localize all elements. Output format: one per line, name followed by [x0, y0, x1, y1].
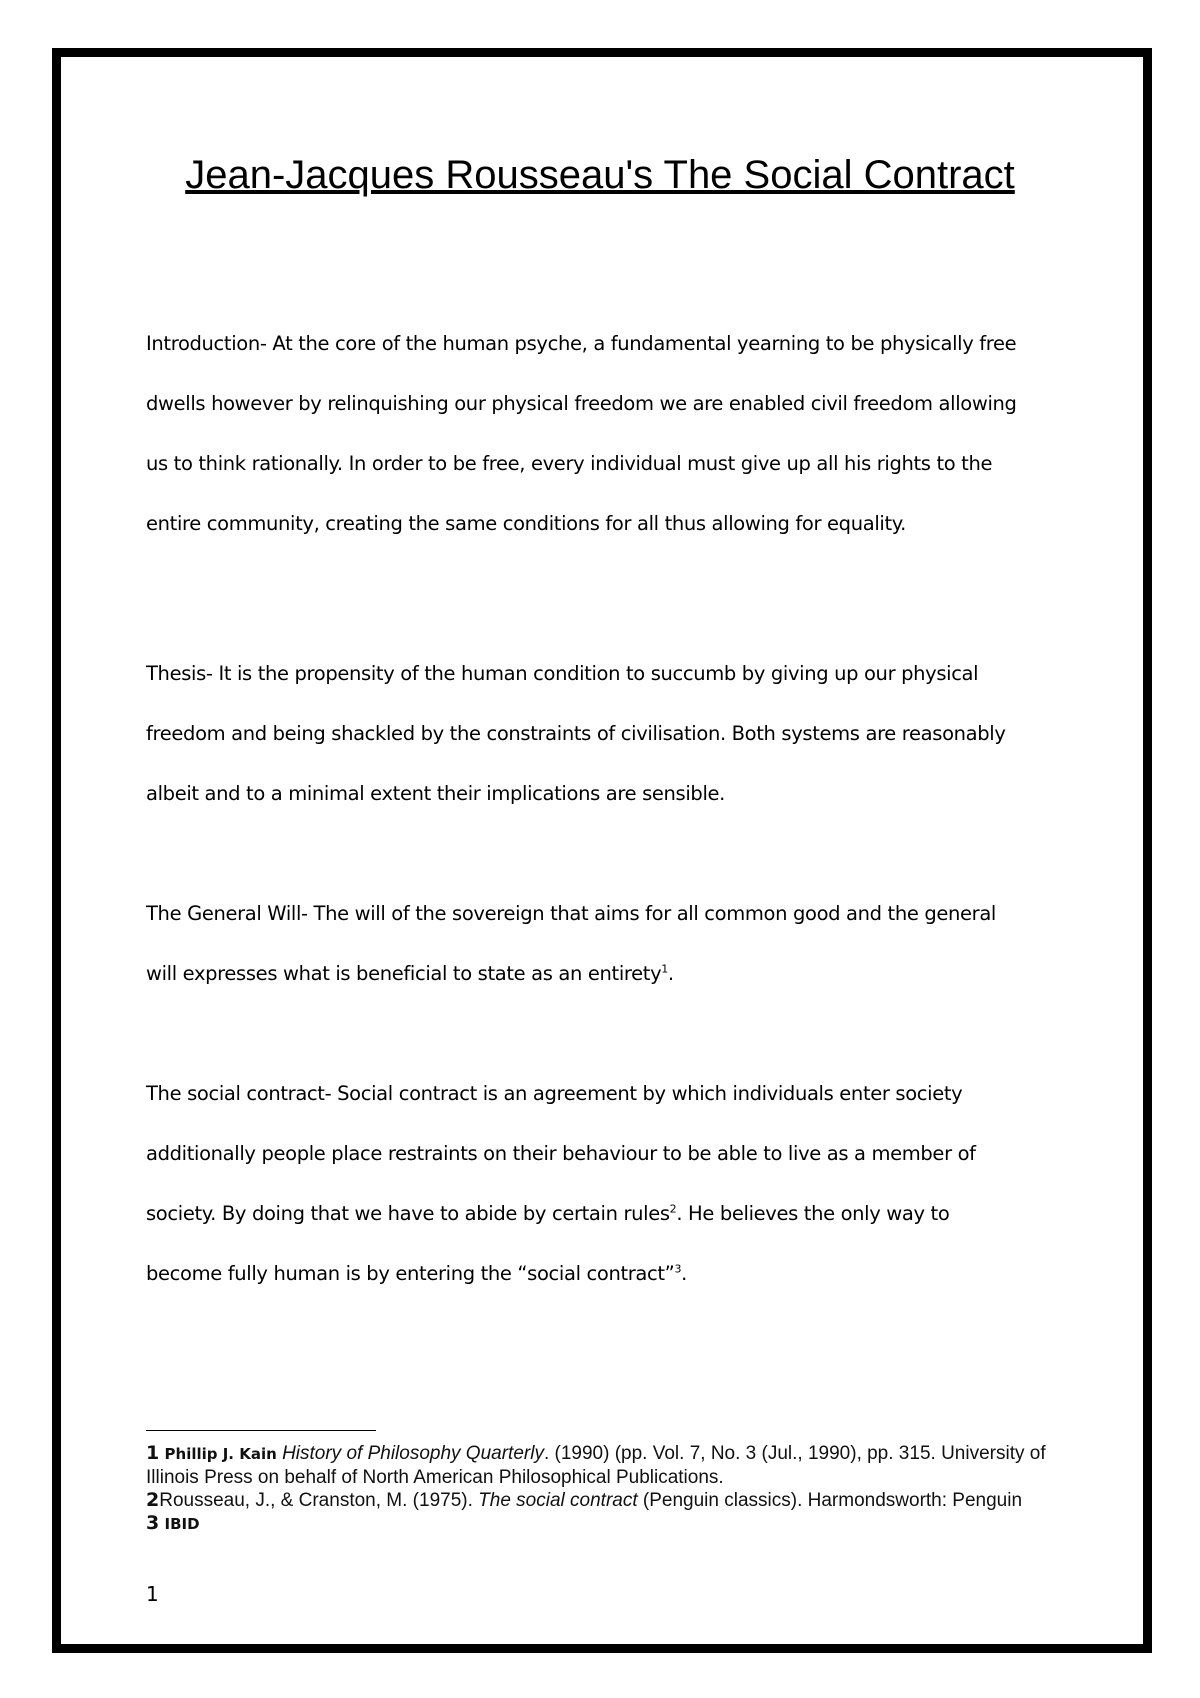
footnote-ref-2[interactable]: 2 [669, 1202, 677, 1216]
footnote-3 [146, 1512, 1076, 1536]
text-line: Thesis- It is the propensity of the human condition to succumb by giving up our physical [146, 662, 979, 685]
footnote-book-title: The social contract [478, 1490, 638, 1511]
text-span: . He believes the only way to [676, 1202, 950, 1225]
footnote-text: Rousseau, J., & Cranston, M. (1975). [159, 1490, 479, 1511]
text-span: become fully human is by entering the “social contract” [146, 1262, 675, 1285]
text-span: . [667, 962, 674, 985]
page-number: 1 [146, 1582, 159, 1606]
text-line: albeit and to a minimal extent their implications are sensible. [146, 782, 726, 805]
document-title: Jean-Jacques Rousseau's The Social Contract [185, 153, 1015, 197]
footnote-separator [146, 1430, 376, 1431]
text-line: freedom and being shackled by the constraints of civilisation. Both systems are reasonably [146, 722, 1006, 745]
footnote-text: IBID [164, 1515, 200, 1533]
footnote-author: Phillip J. Kain [164, 1445, 277, 1463]
footnote-1 [146, 1442, 1076, 1489]
footnote-number: 3 [146, 1512, 160, 1534]
text-line: dwells however by relinquishing our physical freedom we are enabled civil freedom allowing [146, 392, 1017, 415]
footnote-text: . (1990) (pp. Vol. 7, No. 3 (Jul., 1990), pp. 315. University of Illinois Press on behalf of North American Philosophical Publications. [146, 1443, 1046, 1488]
footnote-text: (Penguin classics). Harmondsworth: Penguin [637, 1490, 1023, 1511]
text-line: us to think rationally. In order to be free, every individual must give up all his rights to the [146, 452, 993, 475]
text-line [146, 944, 1076, 1004]
text-span: . [681, 1262, 687, 1285]
text-line [146, 1184, 1076, 1244]
footnote-ref-1[interactable]: 1 [661, 962, 668, 976]
footnote-2 [146, 1489, 1076, 1512]
text-span: will expresses what is beneficial to state as an entirety [146, 962, 662, 985]
text-line: The social contract- Social contract is an agreement by which individuals enter society [146, 1082, 963, 1105]
text-line: entire community, creating the same conditions for all thus allowing for equality. [146, 512, 907, 535]
text-line: Introduction- At the core of the human psyche, a fundamental yearning to be physically free [146, 332, 1017, 355]
footnote-number: 1 [146, 1442, 160, 1464]
footnotes [146, 1442, 1076, 1536]
text-line [146, 1244, 1076, 1304]
text-span: society. By doing that we have to abide by certain rules [146, 1202, 670, 1225]
footnote-journal: History of Philosophy Quarterly [282, 1443, 544, 1464]
page-border [52, 48, 1152, 1653]
footnote-ref-3[interactable]: 3 [674, 1262, 682, 1276]
text-line: The General Will- The will of the sovereign that aims for all common good and the general [146, 902, 996, 925]
text-line: additionally people place restraints on their behaviour to be able to live as a member of [146, 1142, 976, 1165]
footnote-number: 2 [146, 1489, 160, 1511]
